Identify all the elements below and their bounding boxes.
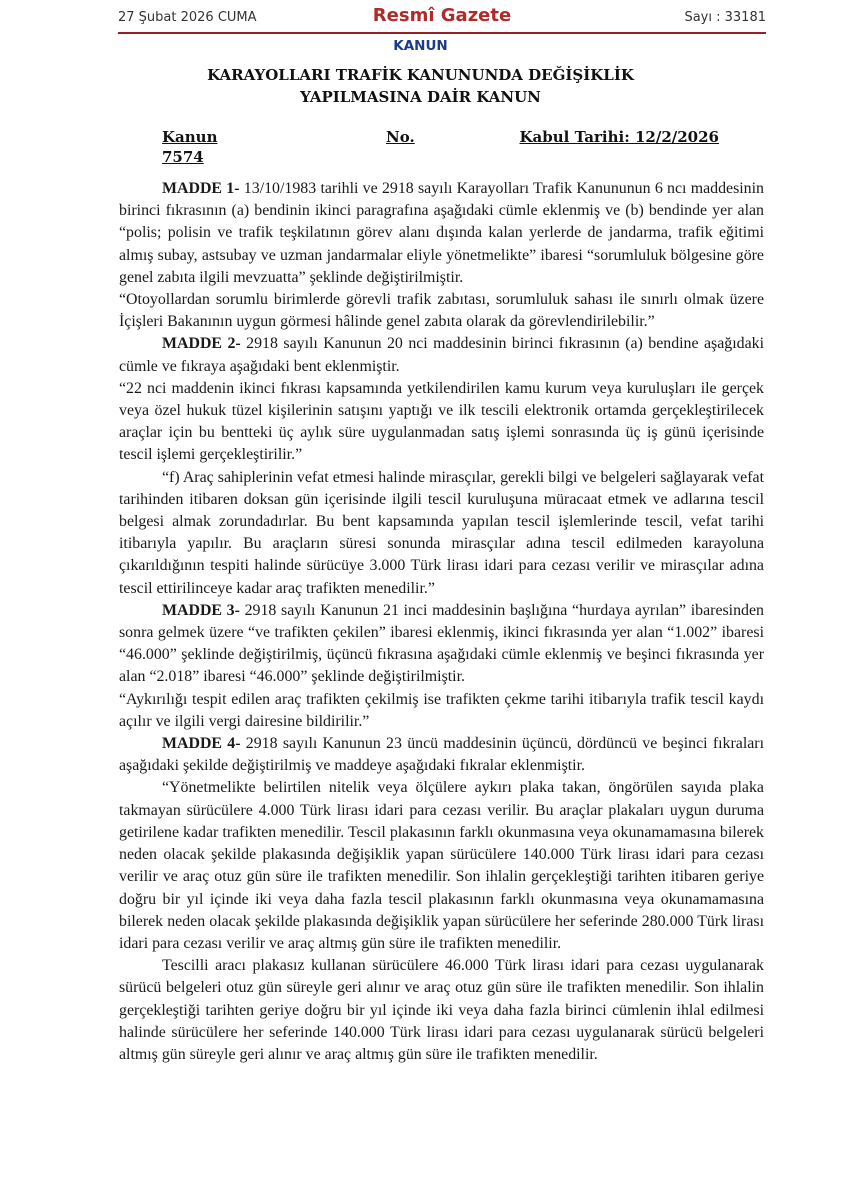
article-4 bbox=[119, 733, 764, 777]
article-heading: MADDE 3- bbox=[162, 601, 240, 619]
article-heading: MADDE 1- bbox=[162, 180, 240, 197]
law-no-label: No. bbox=[386, 128, 415, 146]
law-title-line-1: KARAYOLLARI TRAFİK KANUNUNDA DEĞİŞİKLİK bbox=[207, 66, 634, 84]
quoted-text bbox=[119, 378, 764, 467]
law-number: 7574 bbox=[162, 148, 204, 166]
article-1 bbox=[119, 178, 764, 289]
paragraph-text: Tescilli aracı plakasız kullanan sürücülere 46.000 Türk lirası idari para cezası uygulanarak sürücü belgeleri otuz gün süreyle geri alınır ve araç otuz gün süre ile trafikten menedilir. Son ihlalin gerçekleştiği tarihten geriye doğru bir yıl içinde iki veya daha fazla birinci cümlenin ihlal edilmesi halinde sürücülere her seferinde 140.000 Türk lirası idari para cezası uygulanarak sürücü belgeleri altmış gün süreyle geri alınır ve araç altmış gün süre ile trafikten menedilir. bbox=[119, 957, 764, 1063]
gazette-header bbox=[118, 4, 766, 34]
quoted-text bbox=[119, 777, 764, 955]
document-type: KANUN bbox=[393, 38, 448, 54]
quoted-text bbox=[119, 289, 764, 333]
paragraph-text: “f) Araç sahiplerinin vefat etmesi halinde mirasçılar, gerekli bilgi ve belgeleri sağlayarak vefat tarihinden itibaren doksan gün içerisinde ilgili tescil kuruluşuna müracaat etmek ve adlarına tescil belgesi almak zorundadırlar. Bu bent kapsamında yapılan tescil işlemlerinde tescil, vefat tarihi itibarıyla yapılır. Bu araçların süresi sonunda mirasçılar adına tescil edilmeden karayoluna çıkarıldığının tespiti halinde sürücüye 3.000 Türk lirası idari para cezası verilir ve mirasçılar adına tescil ettirilinceye kadar araç trafikten menedilir.” bbox=[119, 468, 764, 597]
quoted-text bbox=[119, 467, 764, 600]
article-text: 13/10/1983 tarihli ve 2918 sayılı Karayolları Trafik Kanununun 6 ncı maddesinin birinci fıkrasının (a) bendinin ikinci paragrafına aşağıdaki cümle eklenmiş ve (b) bendinde yer alan “polis; polisin ve trafik teşkilatının görev alanı dışında kalan yerlerde de jandarma, trafik eğitimi almış subay, astsubay ve uzman jandarmalar eliyle yönetmelikte” ibaresi “sorumluluk bölgesine göre genel zabıta ilgili mevzuatta” şeklinde değiştirilmiştir. bbox=[119, 180, 764, 286]
paragraph-text: “22 nci maddenin ikinci fıkrası kapsamında yetkilendirilen kamu kurum veya kuruluşları ile gerçek veya özel hukuk tüzel kişilerinin satışını yaptığı ve ilk tescili elektronik ortamda gerçekleştirilecek araçlar için bu bentteki üç aylık süre uygulanmadan satış işlemi sonrasında üç iş günü içerisinde tescil işlemi gerçekleştirilir.” bbox=[119, 379, 764, 464]
issue-number: Sayı : 33181 bbox=[684, 10, 766, 25]
law-title bbox=[0, 64, 841, 108]
article-heading: MADDE 2- bbox=[162, 335, 241, 353]
article-text: 2918 sayılı Kanunun 21 inci maddesinin başlığına “hurdaya ayrılan” ibaresinden sonra gelmek üzere “ve trafikten çekilen” ibaresi eklenmiş, ikinci fıkrasında yer alan “1.002” ibaresi “46.000” şeklinde değiştirilmiş, üçüncü fıkrasına aşağıdaki cümle eklenmiş ve beşinci fıkrasında yer alan “2.018” ibaresi “46.000” şeklinde değiştirilmiştir. bbox=[119, 601, 764, 686]
law-body bbox=[119, 178, 764, 1066]
paragraph-text: “Otoyollardan sorumlu birimlerde görevli trafik zabıtası, sorumluluk sahası ile sınırlı olmak üzere İçişleri Bakanının uygun görmesi hâlinde genel zabıta olarak da görevlendirilebilir.” bbox=[119, 291, 764, 331]
paragraph-text: “Yönetmelikte belirtilen nitelik veya ölçülere aykırı plaka takan, öngörülen sayıda plaka takmayan sürücülere 4.000 Türk lirası idari para cezası verilir. Bu araçlar plakaları uygun duruma getirilene kadar trafikten menedilir. Tescil plakasının farklı okunmasına veya okunamamasına bilerek neden olacak şekilde plakasında değişiklik yapan sürücülere 140.000 Türk lirası idari para cezası verilir ve araç otuz gün süre ile trafikten menedilir. Son ihlalin gerçekleştiği tarihten itibaren geriye doğru bir yıl içinde iki veya daha fazla tescil plakasının farklı okunmasına veya okunamamasına bilerek neden olacak şekilde plakasında değişiklik yapan sürücülere her seferinde 280.000 Türk lirası idari para cezası verilir ve araç altmış gün süre ile trafikten menedilir. bbox=[119, 779, 764, 952]
quoted-text bbox=[119, 955, 764, 1066]
acceptance-date: Kabul Tarihi: 12/2/2026 bbox=[519, 128, 719, 146]
gazette-title: Resmî Gazete bbox=[372, 5, 512, 26]
article-3 bbox=[119, 600, 764, 689]
quoted-text bbox=[119, 689, 764, 733]
article-2 bbox=[119, 333, 764, 377]
paragraph-text: “Aykırılığı tespit edilen araç trafikten çekilmiş ise trafikten çekme tarihi itibarıyla trafik tescil kaydı açılır ve ilgili vergi dairesine bildirilir.” bbox=[119, 690, 764, 730]
law-label: Kanun bbox=[162, 128, 218, 146]
article-text: 2918 sayılı Kanunun 23 üncü maddesinin üçüncü, dördüncü ve beşinci fıkraları aşağıdaki şekilde değiştirilmiş ve maddeye aşağıdaki fıkralar eklenmiştir. bbox=[119, 735, 765, 775]
article-heading: MADDE 4- bbox=[162, 735, 241, 753]
law-title-line-2: YAPILMASINA DAİR KANUN bbox=[300, 88, 541, 106]
law-meta bbox=[162, 128, 719, 170]
issue-date: 27 Şubat 2026 CUMA bbox=[118, 10, 257, 25]
article-text: 2918 sayılı Kanunun 20 nci maddesinin birinci fıkrasının (a) bendine aşağıdaki cümle ve fıkraya aşağıdaki bent eklenmiştir. bbox=[119, 335, 765, 375]
